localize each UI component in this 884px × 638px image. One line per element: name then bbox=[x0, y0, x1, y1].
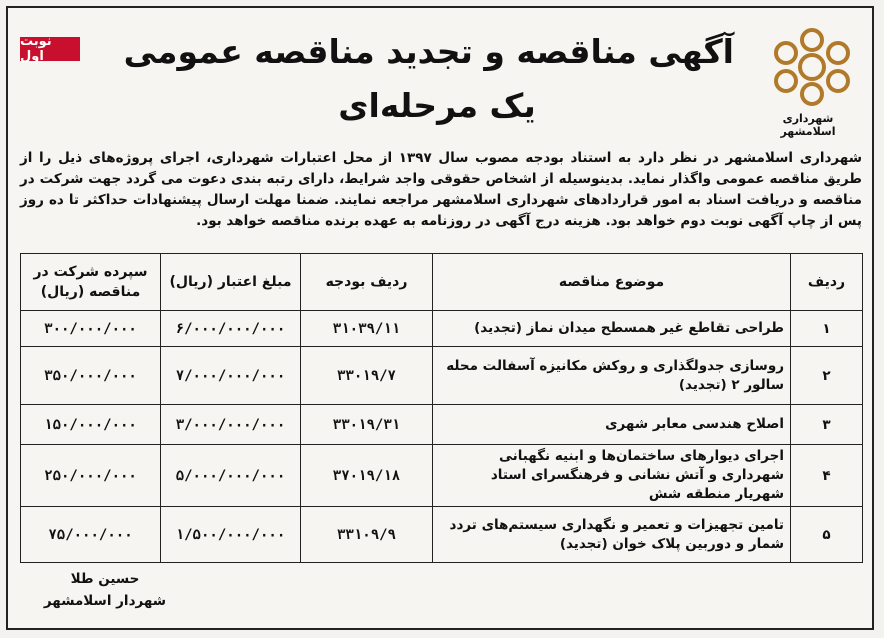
table-row bbox=[21, 347, 863, 405]
row-credit: ۳/۰۰۰/۰۰۰/۰۰۰ bbox=[161, 405, 301, 445]
signature-block bbox=[30, 568, 180, 612]
row-subject: اجرای دیوارهای ساختمان‌ها و ابنیه نگهبانی شهرداری و آتش نشانی و فرهنگسرای استاد شهریار منطقه شش bbox=[433, 445, 791, 507]
header-credit-amount: مبلغ اعتبار (ریال) bbox=[161, 254, 301, 311]
header-subject: موضوع مناقصه bbox=[433, 254, 791, 311]
row-deposit: ۱۵۰/۰۰۰/۰۰۰ bbox=[21, 405, 161, 445]
table-row bbox=[21, 445, 863, 507]
row-subject: طراحی تقاطع غیر همسطح میدان نماز (تجدید) bbox=[433, 311, 791, 347]
row-budget: ۳۱۰۳۹/۱۱ bbox=[301, 311, 433, 347]
row-number: ۳ bbox=[791, 405, 863, 445]
logo-caption: شهرداری اسلامشهر bbox=[780, 112, 836, 138]
row-budget: ۳۳۱۰۹/۹ bbox=[301, 507, 433, 563]
row-budget: ۳۳۰۱۹/۳۱ bbox=[301, 405, 433, 445]
row-deposit: ۷۵/۰۰۰/۰۰۰ bbox=[21, 507, 161, 563]
table-row bbox=[21, 507, 863, 563]
row-deposit: ۲۵۰/۰۰۰/۰۰۰ bbox=[21, 445, 161, 507]
row-subject: تامین تجهیزات و تعمیر و نگهداری سیستم‌های تردد شمار و دوربین پلاک خوان (تجدید) bbox=[433, 507, 791, 563]
notice-title: آگهی مناقصه و تجدید مناقصه عمومی bbox=[123, 32, 734, 71]
header-row-number: ردیف bbox=[791, 254, 863, 311]
table-header-row bbox=[21, 254, 863, 311]
header-budget-line: ردیف بودجه bbox=[301, 254, 433, 311]
row-deposit: ۳۵۰/۰۰۰/۰۰۰ bbox=[21, 347, 161, 405]
signer-role: شهردار اسلامشهر bbox=[43, 593, 167, 609]
row-subject: روسازی جدولگذاری و روکش مکانیزه آسفالت محله سالور ۲ (تجدید) bbox=[433, 347, 791, 405]
table-row bbox=[21, 311, 863, 347]
row-budget: ۳۷۰۱۹/۱۸ bbox=[301, 445, 433, 507]
row-credit: ۶/۰۰۰/۰۰۰/۰۰۰ bbox=[161, 311, 301, 347]
row-deposit: ۳۰۰/۰۰۰/۰۰۰ bbox=[21, 311, 161, 347]
row-budget: ۳۳۰۱۹/۷ bbox=[301, 347, 433, 405]
edition-badge: نوبت اول bbox=[20, 37, 80, 61]
table-row bbox=[21, 405, 863, 445]
row-credit: ۵/۰۰۰/۰۰۰/۰۰۰ bbox=[161, 445, 301, 507]
header-deposit: سپرده شرکت در مناقصه (ریال) bbox=[21, 254, 161, 311]
row-number: ۵ bbox=[791, 507, 863, 563]
row-number: ۲ bbox=[791, 347, 863, 405]
row-credit: ۷/۰۰۰/۰۰۰/۰۰۰ bbox=[161, 347, 301, 405]
row-credit: ۱/۵۰۰/۰۰۰/۰۰۰ bbox=[161, 507, 301, 563]
intro-paragraph: شهرداری اسلامشهر در نظر دارد به استناد بودجه مصوب سال ۱۳۹۷ از محل اعتبارات شهرداری، اجرای پروژه‌های ذیل را از طریق مناقصه عمومی واگذار نماید. بدینوسیله از اشخاص حقوقی واجد شرایط، دارای رتبه بندی دعوت می گردد جهت شرکت در مناقصه و دریافت اسناد به امور قراردادهای شهرداری اسلامشهر مراجعه نمایند. ضمنا مهلت ارسال پیشنهادات حداکثر تا ده روز پس از چاپ آگهی نوبت دوم خواهد بود. هزینه درج آگهی در روزنامه به عهده برنده مناقصه خواهد بود. bbox=[20, 150, 862, 229]
row-number: ۱ bbox=[791, 311, 863, 347]
row-number: ۴ bbox=[791, 445, 863, 507]
tender-table bbox=[20, 253, 863, 563]
notice-subtitle: یک مرحله‌ای bbox=[338, 86, 536, 125]
signer-name: حسین طلا bbox=[70, 571, 140, 587]
row-subject: اصلاح هندسی معابر شهری bbox=[433, 405, 791, 445]
municipality-logo-icon bbox=[766, 26, 858, 108]
